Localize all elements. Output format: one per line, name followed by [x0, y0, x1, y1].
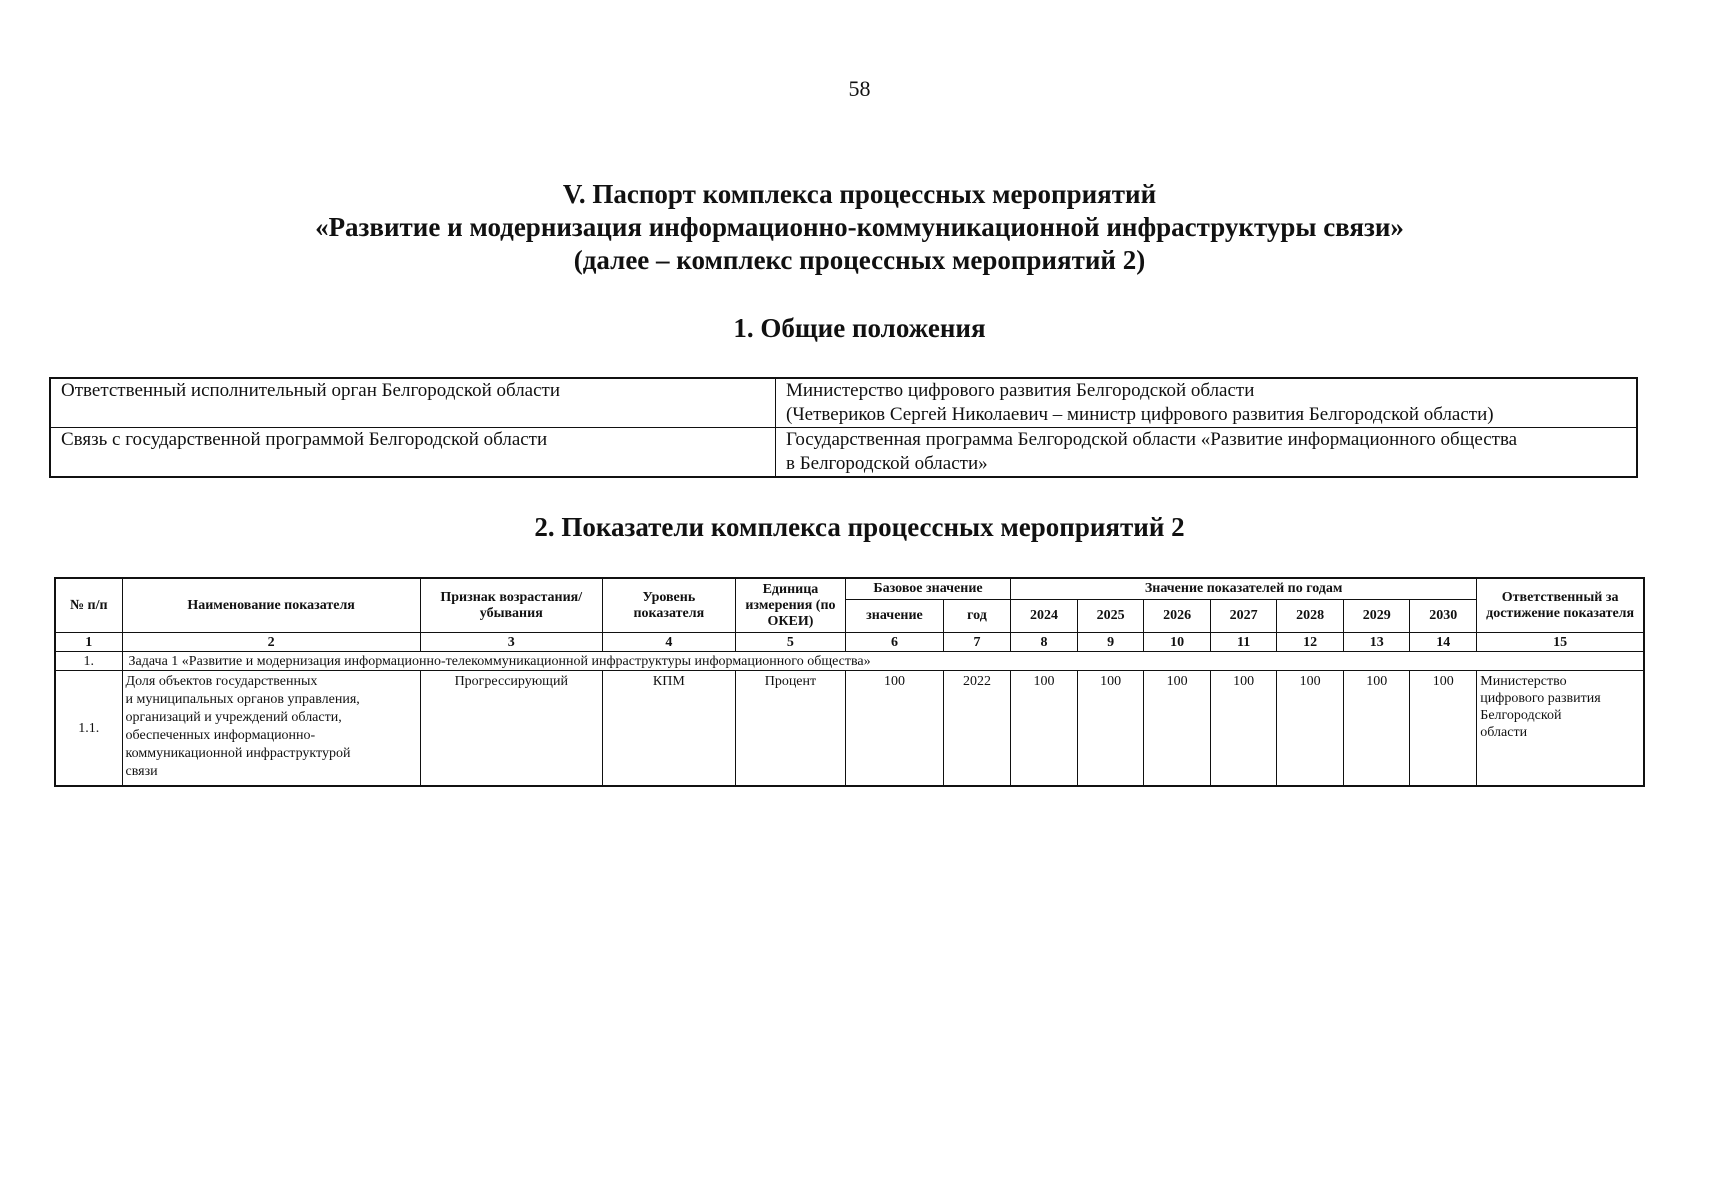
header-year: 2029	[1344, 600, 1410, 633]
general-value-line: Государственная программа Белгородской области «Развитие информационного общества	[786, 429, 1518, 450]
header-base-value: значение	[845, 600, 943, 633]
column-number: 10	[1144, 633, 1211, 652]
year-value: 100	[1344, 671, 1410, 787]
indicator-name-line: организаций и учреждений области,	[125, 710, 342, 725]
indicator-name-line: связи	[125, 764, 158, 779]
column-number: 13	[1344, 633, 1410, 652]
header-year: 2030	[1410, 600, 1477, 633]
indicators-table	[54, 577, 1645, 787]
general-value-line: (Четвериков Сергей Николаевич – министр цифрового развития Белгородской области)	[786, 404, 1494, 425]
row-number: 1.1.	[55, 671, 122, 787]
header-base-year: год	[944, 600, 1011, 633]
general-row-value	[776, 428, 1638, 478]
year-value: 100	[1277, 671, 1344, 787]
table-row	[55, 671, 1644, 787]
responsible-line: Министерство	[1480, 674, 1567, 689]
indicator-level: КПМ	[602, 671, 735, 787]
column-number: 1	[55, 633, 122, 652]
header-row	[55, 578, 1644, 600]
header-unit: Единица измерения (по ОКЕИ)	[735, 578, 845, 633]
column-number: 9	[1078, 633, 1144, 652]
header-level: Уровень показателя	[602, 578, 735, 633]
column-number: 2	[122, 633, 420, 652]
task-number: 1.	[55, 652, 122, 671]
general-row-label: Связь с государственной программой Белгородской области	[50, 428, 776, 478]
general-provisions-table	[49, 377, 1638, 478]
year-value: 100	[1011, 671, 1078, 787]
heading-line-1: V. Паспорт комплекса процессных мероприятий	[562, 179, 1157, 209]
header-name: Наименование показателя	[122, 578, 420, 633]
general-row-label: Ответственный исполнительный орган Белгородской области	[50, 378, 776, 428]
header-by-years: Значение показателей по годам	[1011, 578, 1477, 600]
year-value: 100	[1211, 671, 1277, 787]
heading-line-3: (далее – комплекс процессных мероприятий 2)	[573, 245, 1146, 275]
indicator-name-line: обеспеченных информационно-	[125, 728, 316, 743]
responsible-line: области	[1480, 725, 1528, 740]
responsible-line: цифрового развития	[1480, 691, 1601, 706]
general-row	[50, 378, 1637, 428]
column-number: 15	[1477, 633, 1644, 652]
column-number: 4	[602, 633, 735, 652]
task-title: Задача 1 «Развитие и модернизация информационно-телекоммуникационной инфраструктуры информационного общества»	[122, 652, 1644, 671]
year-value: 100	[1078, 671, 1144, 787]
indicator-name-line: коммуникационной инфраструктурой	[125, 746, 351, 761]
header-base: Базовое значение	[845, 578, 1010, 600]
responsible-body	[1477, 671, 1644, 787]
base-year: 2022	[944, 671, 1011, 787]
indicator-name-line: и муниципальных органов управления,	[125, 692, 360, 707]
indicator-name-line: Доля объектов государственных	[125, 674, 318, 689]
section-1-title: 1. Общие положения	[733, 313, 986, 343]
indicator-name	[122, 671, 420, 787]
header-year: 2027	[1211, 600, 1277, 633]
base-value: 100	[845, 671, 943, 787]
column-numbers-row	[55, 633, 1644, 652]
general-row	[50, 428, 1637, 478]
column-number: 5	[735, 633, 845, 652]
column-number: 6	[845, 633, 943, 652]
header-trend: Признак возрастания/ убывания	[420, 578, 602, 633]
general-row-value	[776, 378, 1638, 428]
year-value: 100	[1144, 671, 1211, 787]
column-number: 3	[420, 633, 602, 652]
column-number: 12	[1277, 633, 1344, 652]
header-year: 2026	[1144, 600, 1211, 633]
header-year: 2024	[1011, 600, 1078, 633]
indicator-trend: Прогрессирующий	[420, 671, 602, 787]
year-value: 100	[1410, 671, 1477, 787]
section-2-title: 2. Показатели комплекса процессных мероприятий 2	[534, 512, 1185, 542]
header-responsible: Ответственный за достижение показателя	[1477, 578, 1644, 633]
column-number: 7	[944, 633, 1011, 652]
document-heading	[0, 178, 1719, 277]
column-number: 8	[1011, 633, 1078, 652]
header-num: № п/п	[55, 578, 122, 633]
header-year: 2028	[1277, 600, 1344, 633]
general-value-line: в Белгородской области»	[786, 453, 988, 474]
indicator-unit: Процент	[735, 671, 845, 787]
column-number: 14	[1410, 633, 1477, 652]
heading-line-2: «Развитие и модернизация информационно-коммуникационной инфраструктуры связи»	[315, 212, 1404, 242]
responsible-line: Белгородской	[1480, 708, 1562, 723]
column-number: 11	[1211, 633, 1277, 652]
task-row	[55, 652, 1644, 671]
general-value-line: Министерство цифрового развития Белгородской области	[786, 380, 1255, 401]
header-year: 2025	[1078, 600, 1144, 633]
page-number: 58	[848, 76, 871, 101]
